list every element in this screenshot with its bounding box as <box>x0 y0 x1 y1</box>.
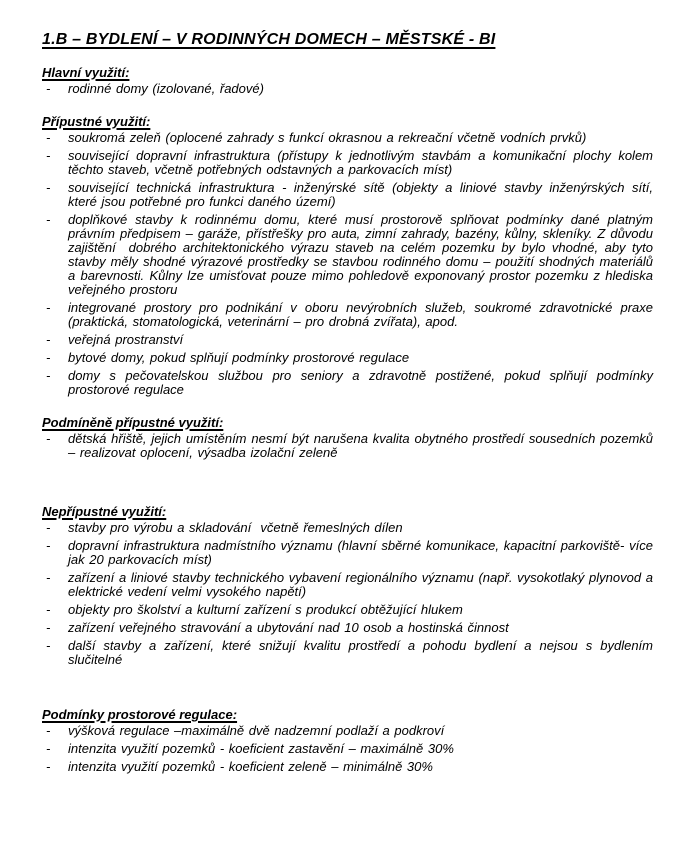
list-item <box>42 213 653 297</box>
bullet-dash: - <box>46 759 51 774</box>
bullet-dash: - <box>46 332 51 347</box>
bullet-dash: - <box>46 638 51 653</box>
bullet-dash: - <box>46 368 51 383</box>
list-item-text: bytové domy, pokud splňují podmínky prostorové regulace <box>68 350 410 365</box>
list-item <box>42 432 653 460</box>
section-heading-main-use: Hlavní využití: <box>42 65 130 80</box>
bullet-dash: - <box>46 212 51 227</box>
list-item <box>42 521 653 535</box>
bullet-list <box>42 82 653 96</box>
section-conditionally-permissible-use <box>42 415 653 460</box>
bullet-list <box>42 131 653 397</box>
document-title: 1.B – BYDLENÍ – V RODINNÝCH DOMECH – MĚSTSKÉ - BI <box>42 31 496 48</box>
list-item-text: soukromá zeleň (oplocené zahrady s funkcí okrasnou a rekreační včetně vodních prvků) <box>68 130 587 145</box>
list-item <box>42 82 653 96</box>
list-item-text: intenzita využití pozemků - koeficient zastavění – maximálně 30% <box>68 741 454 756</box>
section-impermissible-use <box>42 504 653 667</box>
list-item <box>42 742 653 756</box>
list-item <box>42 131 653 145</box>
list-item-text: intenzita využití pozemků - koeficient zeleně – minimálně 30% <box>68 759 433 774</box>
list-item <box>42 333 653 347</box>
list-item-text: další stavby a zařízení, které snižují kvalitu prostředí a pohodu bydlení a nejsou s bydlením slučitelné <box>68 638 653 667</box>
bullet-dash: - <box>46 300 51 315</box>
bullet-list <box>42 521 653 667</box>
list-item-text: související dopravní infrastruktura (přístupy k jednotlivým stavbám a komunikační plochy kolem těchto staveb, včetně potřebných odstavných a parkovacích míst) <box>68 148 653 177</box>
bullet-dash: - <box>46 538 51 553</box>
list-item-text: rodinné domy (izolované, řadové) <box>68 81 264 96</box>
bullet-dash: - <box>46 130 51 145</box>
bullet-dash: - <box>46 620 51 635</box>
list-item <box>42 301 653 329</box>
list-item <box>42 539 653 567</box>
list-item <box>42 724 653 738</box>
section-heading-impermissible-use: Nepřípustné využití: <box>42 504 167 519</box>
section-heading-spatial-regulation: Podmínky prostorové regulace: <box>42 707 238 722</box>
list-item <box>42 369 653 397</box>
list-item-text: zařízení a liniové stavby technického vybavení regionálního významu (např. vysokotlaký plynovod a elektrické vedení velmi vysokého napětí) <box>68 570 653 599</box>
list-item-text: objekty pro školství a kulturní zařízení s produkcí obtěžující hlukem <box>68 602 463 617</box>
bullet-dash: - <box>46 741 51 756</box>
list-item-text: výšková regulace –maximálně dvě nadzemní podlaží a podkroví <box>68 723 445 738</box>
list-item <box>42 351 653 365</box>
list-item-text: veřejná prostranství <box>68 332 184 347</box>
bullet-list <box>42 724 653 774</box>
list-item <box>42 639 653 667</box>
bullet-dash: - <box>46 723 51 738</box>
list-item <box>42 181 653 209</box>
bullet-dash: - <box>46 81 51 96</box>
list-item <box>42 760 653 774</box>
section-spatial-regulation <box>42 707 653 774</box>
list-item-text: stavby pro výrobu a skladování včetně řemeslných dílen <box>68 520 403 535</box>
list-item <box>42 149 653 177</box>
list-item-text: dětská hřiště, jejich umístěním nesmí být narušena kvalita obytného prostředí sousedních pozemků – realizovat oplocení, výsadba izolační zeleně <box>68 431 653 460</box>
bullet-dash: - <box>46 148 51 163</box>
bullet-dash: - <box>46 520 51 535</box>
list-item <box>42 621 653 635</box>
bullet-list <box>42 432 653 460</box>
bullet-dash: - <box>46 431 51 446</box>
list-item-text: doplňkové stavby k rodinnému domu, které musí prostorově splňovat podmínky dané platným právním předpisem – garáže, přístřešky pro auta, zimní zahrady, bazény, kůlny, skleníky. Z důvodu zajištění dobrého architektonického výrazu staveb na celém pozemku by bylo vhodné, aby tyto stavby měly shodné výrazové prostředky se stavbou rodinného domu – použití shodných materiálů a barevnosti. Kůlny lze umisťovat pouze mimo pohledově exponovaný prostor pozemku z hlediska veřejného prostoru <box>68 212 653 297</box>
bullet-dash: - <box>46 350 51 365</box>
list-item <box>42 571 653 599</box>
list-item-text: související technická infrastruktura - inženýrské sítě (objekty a liniové stavby inženýrských sítí, které jsou potřebné pro funkci daného území) <box>68 180 653 209</box>
list-item-text: dopravní infrastruktura nadmístního významu (hlavní sběrné komunikace, kapacitní parkoviště- více jak 20 parkovacích míst) <box>68 538 653 567</box>
section-permissible-use <box>42 114 653 397</box>
section-main-use <box>42 65 653 96</box>
section-heading-permissible-use: Přípustné využití: <box>42 114 151 129</box>
list-item-text: integrované prostory pro podnikání v oboru nevýrobních služeb, soukromé zdravotnické praxe (praktická, stomatologická, veterinární – pro drobná zvířata), apod. <box>68 300 653 329</box>
list-item-text: domy s pečovatelskou službou pro seniory a zdravotně postižené, pokud splňují podmínky prostorové regulace <box>68 368 653 397</box>
section-heading-conditionally-permissible-use: Podmíněně přípustné využití: <box>42 415 224 430</box>
bullet-dash: - <box>46 602 51 617</box>
bullet-dash: - <box>46 180 51 195</box>
list-item-text: zařízení veřejného stravování a ubytování nad 10 osob a hostinská činnost <box>68 620 509 635</box>
bullet-dash: - <box>46 570 51 585</box>
list-item <box>42 603 653 617</box>
